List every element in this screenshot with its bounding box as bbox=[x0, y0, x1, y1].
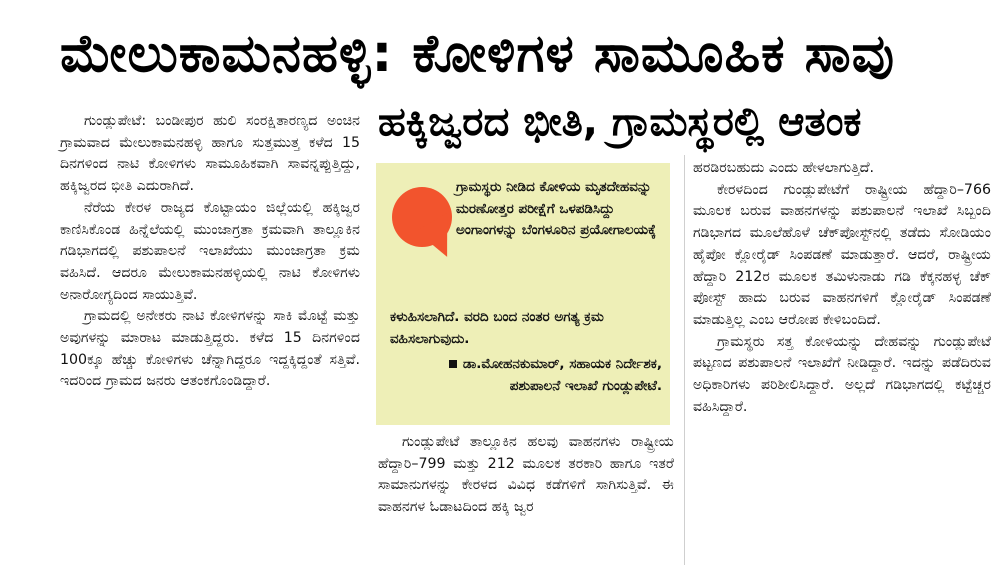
paragraph: ಗ್ರಾಮಸ್ಥರು ಸತ್ತ ಕೋಳಿಯನ್ನು ದೇಹವನ್ನು ಗುಂಡ್ಲುಪೇಟೆ ಪಟ್ಟಣದ ಪಶುಪಾಲನೆ ಇಲಾಖೆಗೆ ನೀಡಿದ್ದಾರೆ. ಇದನ್ನು ಪಡೆದಿರುವ ಅಧಿಕಾರಿಗಳು ಪರಿಶೀಲಿಸಿದ್ದಾರೆ. ಅಲ್ಲದೆ ಗಡಿಭಾಗದಲ್ಲಿ ಕಟ್ಟೆಚ್ಚರ ವಹಿಸಿದ್ದಾರೆ. bbox=[693, 333, 991, 415]
article-column-3 bbox=[693, 158, 991, 418]
paragraph: ಗುಂಡ್ಲುಪೇಟೆ ತಾಲ್ಲೂಕಿನ ಹಲವು ವಾಹನಗಳು ರಾಷ್ಟ್ರೀಯ ಹೆದ್ದಾರಿ–799 ಮತ್ತು 212 ಮೂಲಕ ತರಕಾರಿ ಹಾಗೂ ಇತರೆ ಸಾಮಾನುಗಳನ್ನು ಕೇರಳದ ವಿವಿಧ ಕಡೆಗಳಿಗೆ ಸಾಗಿಸುತ್ತಿವೆ. ಈ ವಾಹನಗಳ ಓಡಾಟದಿಂದ ಹಕ್ಕಿ ಜ್ವರ bbox=[378, 434, 674, 516]
column-divider bbox=[684, 155, 685, 565]
pull-quote-text-continued: ಕಳುಹಿಸಲಾಗಿದೆ. ವರದಿ ಬಂದ ನಂತರ ಅಗತ್ಯ ಕ್ರಮ ವಹಿಸಲಾಗುವುದು. bbox=[390, 309, 604, 347]
pull-quote-box bbox=[376, 163, 670, 425]
article-column-2 bbox=[378, 432, 674, 519]
attribution-text: ಡಾ.ಮೋಹನಕುಮಾರ್, ಸಹಾಯಕ ನಿರ್ದೇಶಕ, ಪಶುಪಾಲನೆ ಇಲಾಖೆ ಗುಂಡ್ಲುಪೇಟೆ. bbox=[462, 356, 662, 394]
paragraph: ನೆರೆಯ ಕೇರಳ ರಾಜ್ಯದ ಕೊಟ್ಟಾಯಂ ಜಿಲ್ಲೆಯಲ್ಲಿ ಹಕ್ಕಿಜ್ವರ ಕಾಣಿಸಿಕೊಂಡ ಹಿನ್ನೆಲೆಯಲ್ಲಿ ಮುಂಜಾಗ್ರತಾ ಕ್ರಮವಾಗಿ ತಾಲ್ಲೂಕಿನ ಗಡಿಭಾಗದಲ್ಲಿ ಪಶುಪಾಲನೆ ಇಲಾಖೆಯು ಮುಂಜಾಗ್ರತಾ ಕ್ರಮ ವಹಿಸಿದೆ. ಆದರೂ ಮೇಲುಕಾಮನಹಳ್ಳಿಯಲ್ಲಿ ನಾಟಿ ಕೋಳಿಗಳು ಅನಾರೋಗ್ಯದಿಂದ ಸಾಯುತ್ತಿವೆ. bbox=[60, 199, 360, 303]
paragraph: ಕೇರಳದಿಂದ ಗುಂಡ್ಲುಪೇಟೆಗೆ ರಾಷ್ಟ್ರೀಯ ಹೆದ್ದಾರಿ–766 ಮೂಲಕ ಬರುವ ವಾಹನಗಳನ್ನು ಪಶುಪಾಲನೆ ಇಲಾಖೆ ಸಿಬ್ಬಂದಿ ಗಡಿಭಾಗದ ಮೂಲೆಹೊಳೆ ಚೆಕ್‌ಪೋಸ್ಟ್‌ನಲ್ಲಿ ತಡೆದು ಸೋಡಿಯಂ ಹೈಪೋ ಕ್ಲೋರೈಡ್ ಸಿಂಪಡಣೆ ಮಾಡುತ್ತಾರೆ. ಆದರೆ, ರಾಷ್ಟ್ರೀಯ ಹೆದ್ದಾರಿ 212ರ ಮೂಲಕ ತಮಿಳುನಾಡು ಗಡಿ ಕೆಕ್ಕನಹಳ್ಳ ಚೆಕ್ ಪೋಸ್ಟ್ ಹಾದು ಬರುವ ವಾಹನಗಳಿಗೆ ಕ್ಲೋರೈಡ್ ಸಿಂಪಡಣೆ ಮಾಡುತ್ತಿಲ್ಲ ಎಂಬ ಆರೋಪ ಕೇಳಿಬಂದಿದೆ. bbox=[693, 181, 991, 328]
subheadline: ಹಕ್ಕಿಜ್ವರದ ಭೀತಿ, ಗ್ರಾಮಸ್ಥರಲ್ಲಿ ಆತಂಕ bbox=[378, 99, 862, 145]
headline: ಮೇಲುಕಾಮನಹಳ್ಳಿ: ಕೋಳಿಗಳ ಸಾಮೂಹಿಕ ಸಾವು bbox=[60, 24, 896, 84]
pull-quote-attribution bbox=[430, 353, 662, 397]
paragraph: ಗ್ರಾಮದಲ್ಲಿ ಅನೇಕರು ನಾಟಿ ಕೋಳಿಗಳನ್ನು ಸಾಕಿ ಮೊಟ್ಟೆ ಮತ್ತು ಅವುಗಳನ್ನು ಮಾರಾಟ ಮಾಡುತ್ತಿದ್ದರು. ಕಳೆದ 15 ದಿನಗಳಿಂದ 100ಕ್ಕೂ ಹೆಚ್ಚು ಕೋಳಿಗಳು ಚೆನ್ನಾಗಿದ್ದರೂ ಇದ್ದಕ್ಕಿದ್ದಂತೆ ಸತ್ತಿವೆ. ಇದರಿಂದ ಗ್ರಾಮದ ಜನರು ಆತಂಕಗೊಂಡಿದ್ದಾರೆ. bbox=[60, 308, 360, 390]
pull-quote-text: ಗ್ರಾಮಸ್ಥರು ನೀಡಿದ ಕೋಳಿಯ ಮೃತದೇಹವನ್ನು ಮರಣೋತ್ತರ ಪರೀಕ್ಷೆಗೆ ಒಳಪಡಿಸಿದ್ದು ಅಂಗಾಂಗಳನ್ನು ಬೆಂಗಳೂರಿನ ಪ್ರಯೋಗಾಲಯಕ್ಕೆ bbox=[456, 179, 656, 238]
paragraph: ಗುಂಡ್ಲುಪೇಟೆ: ಬಂಡೀಪುರ ಹುಲಿ ಸಂರಕ್ಷಿತಾರಣ್ಯದ ಅಂಚಿನ ಗ್ರಾಮವಾದ ಮೇಲುಕಾಮನಹಳ್ಳಿ ಹಾಗೂ ಸುತ್ತಮುತ್ತ ಕಳೆದ 15 ದಿನಗಳಿಂದ ನಾಟಿ ಕೋಳಿಗಳು ಸಾಮೂಹಿಕವಾಗಿ ಸಾವನ್ನಪ್ಪುತ್ತಿದ್ದು, ಹಕ್ಕಿಜ್ವರದ ಭೀತಿ ಎದುರಾಗಿದೆ. bbox=[60, 113, 360, 195]
paragraph: ಹರಡಿರಬಹುದು ಎಂದು ಹೇಳಲಾಗುತ್ತಿದೆ. bbox=[693, 160, 875, 176]
article-column-1 bbox=[60, 111, 360, 393]
square-bullet-icon bbox=[449, 360, 457, 368]
